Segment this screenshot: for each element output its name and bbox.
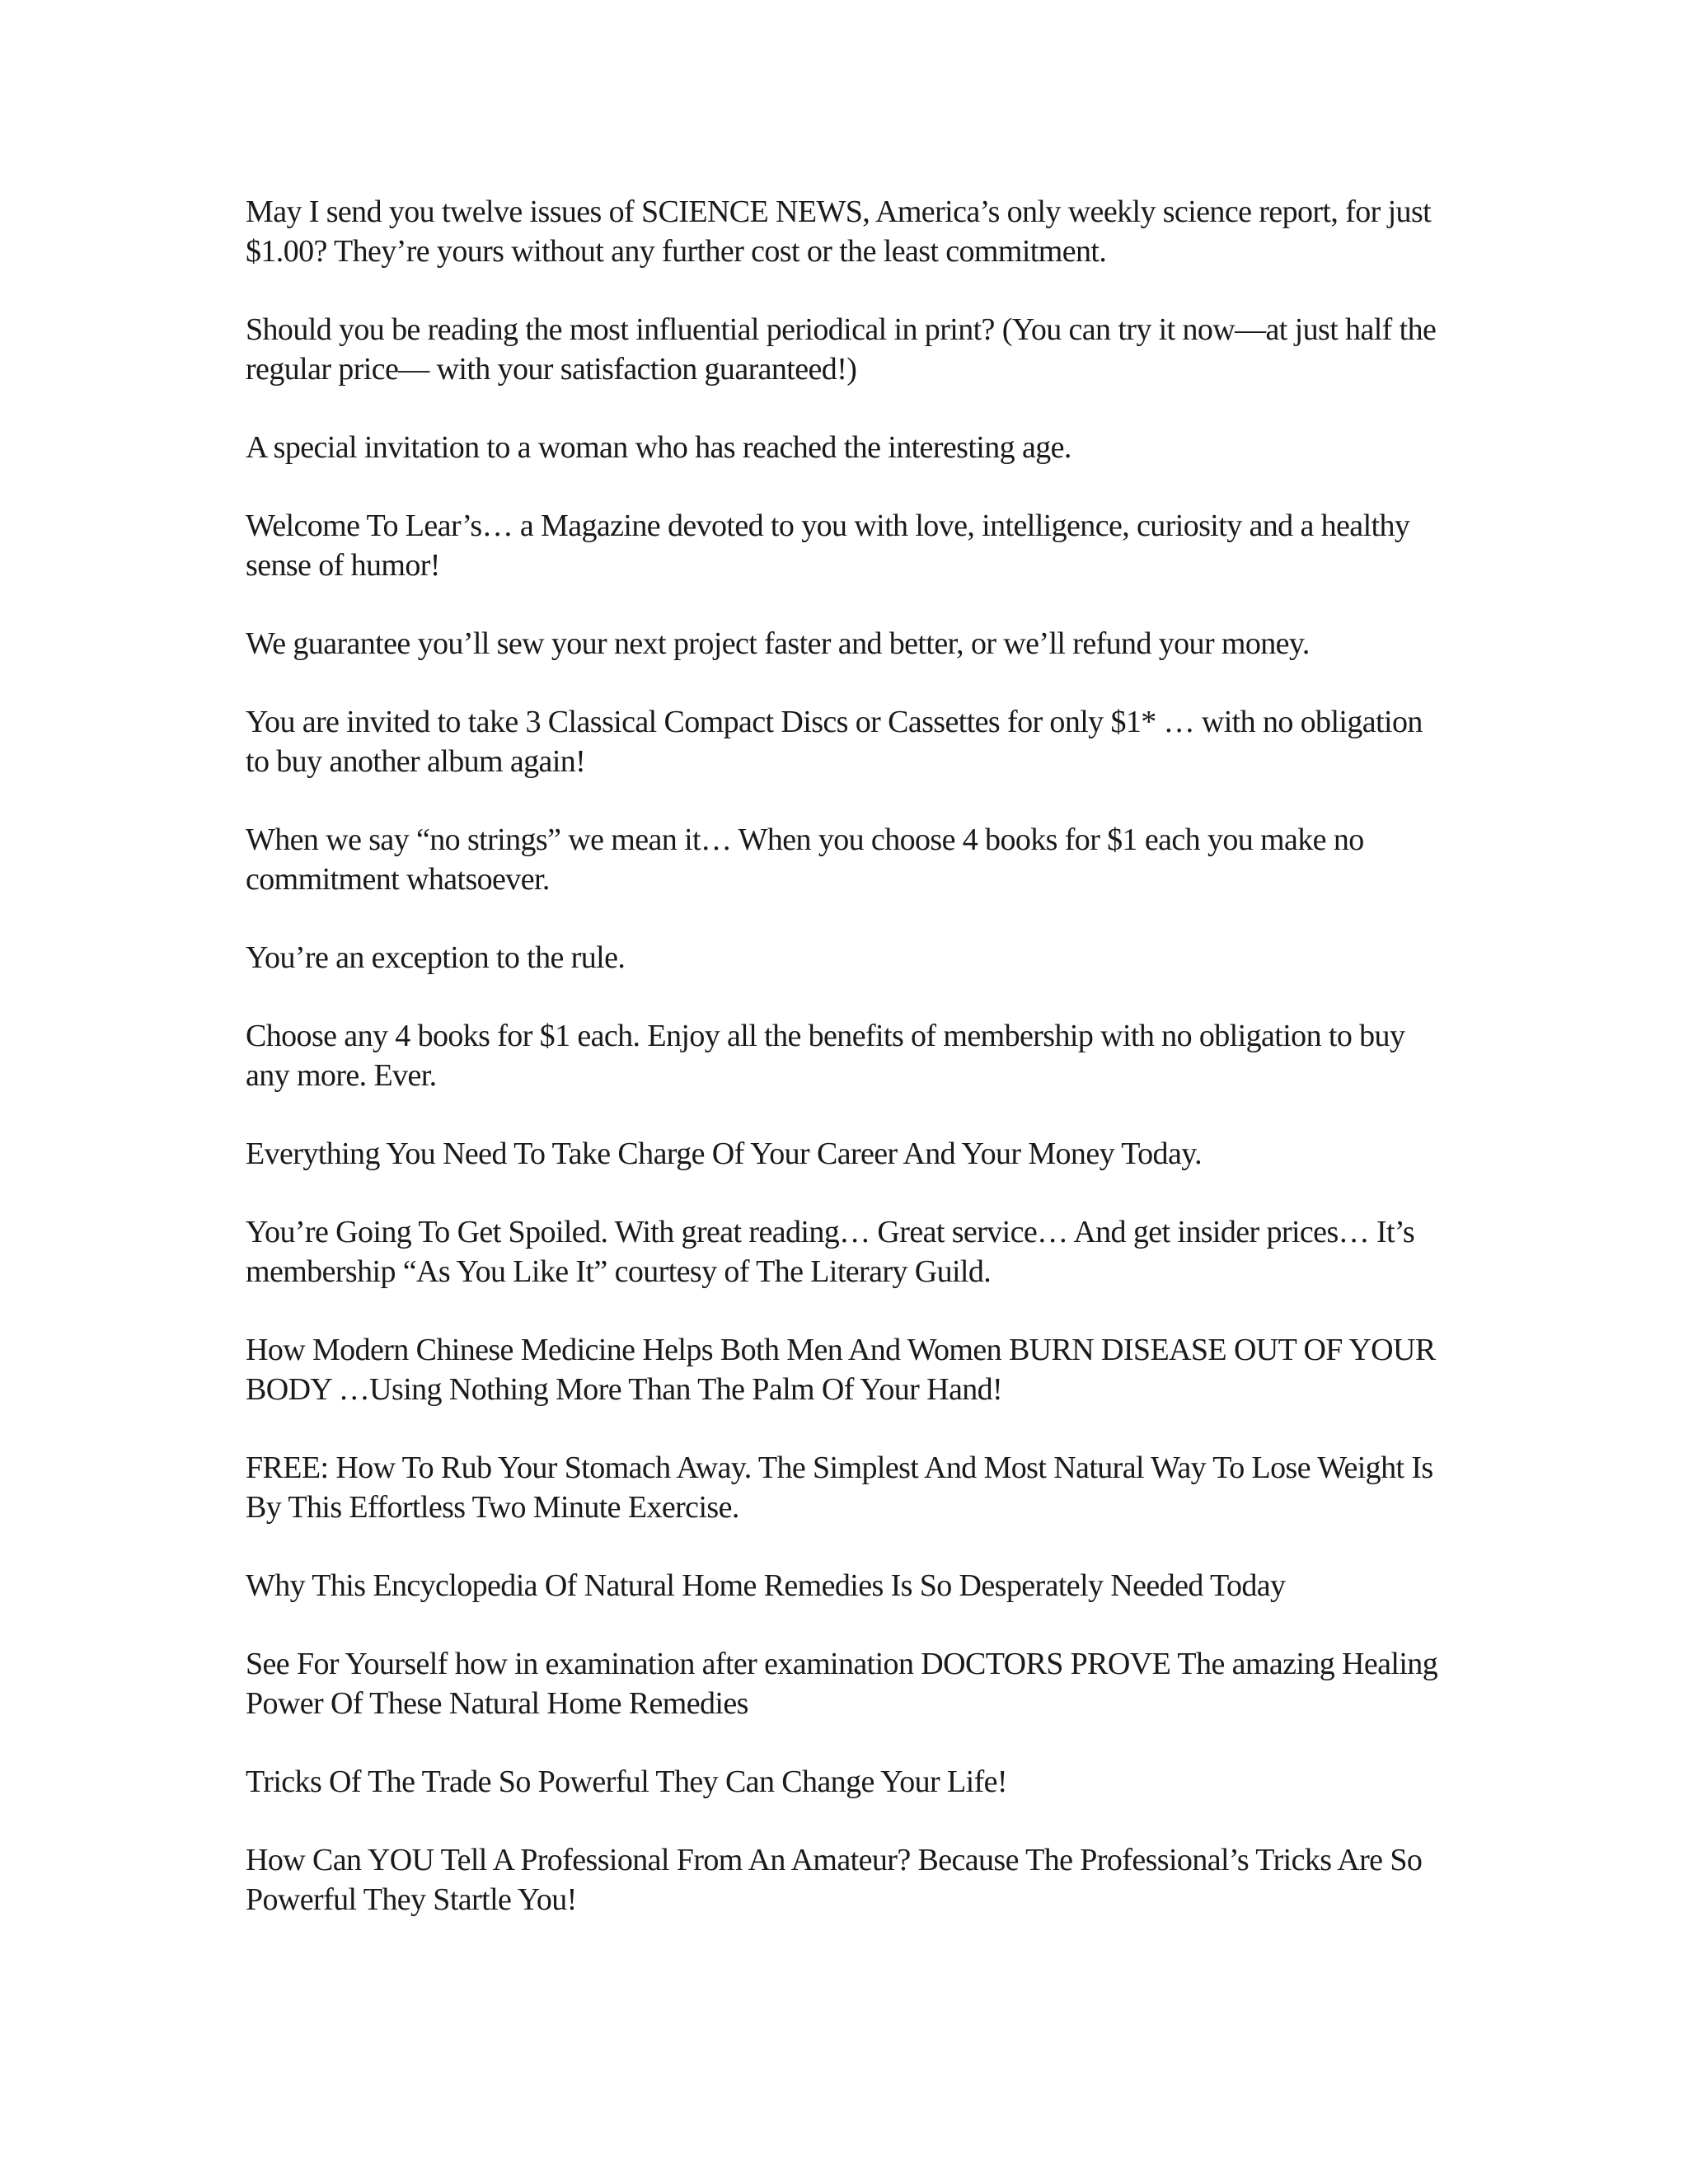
paragraph: You are invited to take 3 Classical Compact Discs or Cassettes for only $1* … with no obligation to buy another album again! [246, 705, 1423, 779]
paragraph: We guarantee you’ll sew your next project faster and better, or we’ll refund your money. [246, 626, 1310, 661]
paragraph: Choose any 4 books for $1 each. Enjoy all the benefits of membership with no obligation to buy any more. Ever. [246, 1019, 1405, 1093]
paragraph: Why This Encyclopedia Of Natural Home Remedies Is So Desperately Needed Today [246, 1568, 1286, 1603]
paragraph: Tricks Of The Trade So Powerful They Can Change Your Life! [246, 1765, 1007, 1799]
paragraph: How Modern Chinese Medicine Helps Both Men And Women BURN DISEASE OUT OF YOUR BODY …Using Nothing More Than The Palm Of Your Hand! [246, 1333, 1436, 1407]
paragraph: May I send you twelve issues of SCIENCE NEWS, America’s only weekly science report, for just $1.00? They’re yours without any further cost or the least commitment. [246, 194, 1432, 269]
paragraph: Everything You Need To Take Charge Of Your Career And Your Money Today. [246, 1137, 1203, 1171]
paragraph: When we say “no strings” we mean it… When you choose 4 books for $1 each you make no commitment whatsoever. [246, 823, 1364, 897]
paragraph: See For Yourself how in examination after examination DOCTORS PROVE The amazing Healing Power Of These Natural Home Remedies [246, 1647, 1438, 1721]
paragraph: You’re Going To Get Spoiled. With great reading… Great service… And get insider prices… It’s membership “As You Like It” courtesy of The Literary Guild. [246, 1215, 1415, 1289]
paragraph: You’re an exception to the rule. [246, 940, 626, 975]
paragraph: How Can YOU Tell A Professional From An Amateur? Because The Professional’s Tricks Are So Powerful They Startle You! [246, 1843, 1423, 1917]
paragraph: Welcome To Lear’s… a Magazine devoted to you with love, intelligence, curiosity and a healthy sense of humor! [246, 509, 1410, 583]
document-body [246, 192, 1442, 1958]
paragraph: A special invitation to a woman who has reached the interesting age. [246, 430, 1071, 465]
paragraph: Should you be reading the most influential periodical in print? (You can try it now—at just half the regular price— with your satisfaction guaranteed!) [246, 312, 1437, 387]
paragraph: FREE: How To Rub Your Stomach Away. The Simplest And Most Natural Way To Lose Weight Is By This Effortless Two Minute Exercise. [246, 1451, 1433, 1525]
